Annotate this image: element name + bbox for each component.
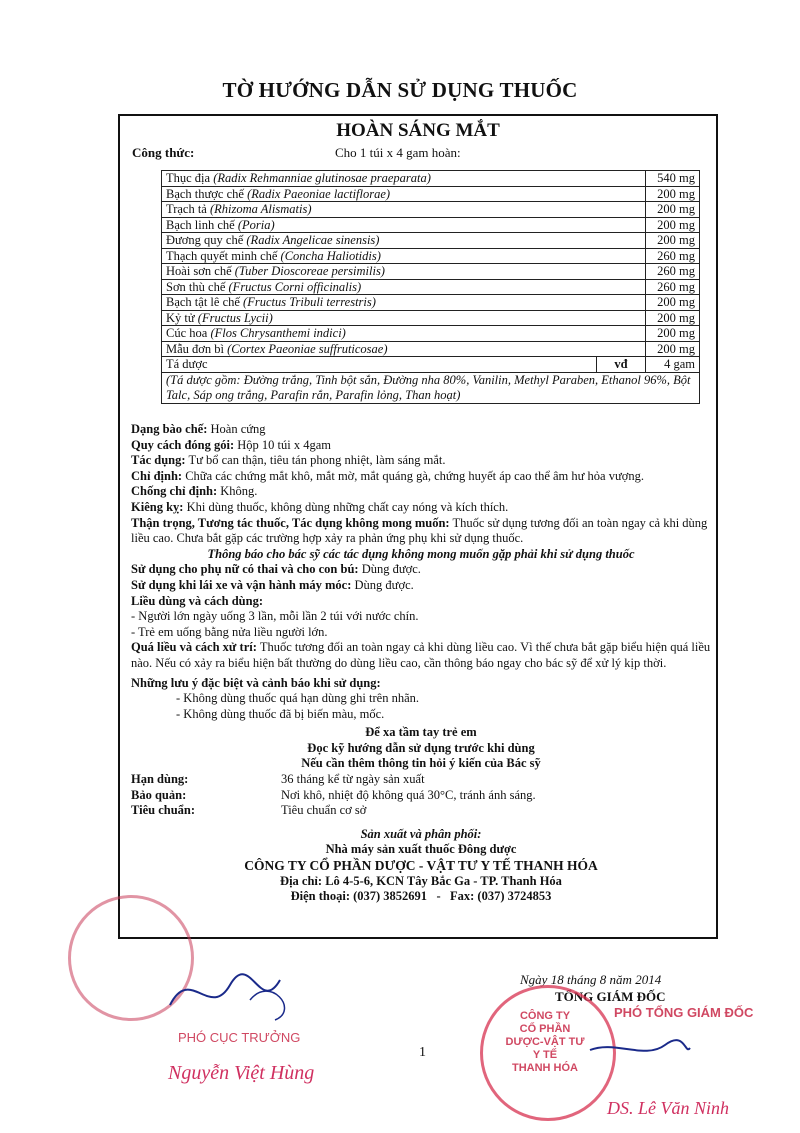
ingredient-amount: 260 mg xyxy=(646,264,700,280)
deputy-name: DS. Lê Văn Ninh xyxy=(607,1098,730,1118)
ingredient-vn: Bạch linh chế xyxy=(166,217,235,232)
standard: Tiêu chuẩn cơ sở xyxy=(281,803,367,818)
standard-label: Tiêu chuẩn: xyxy=(131,803,196,818)
ingredient-amount: 260 mg xyxy=(646,248,700,264)
ingredient-name xyxy=(162,248,646,264)
ingredient-name xyxy=(162,341,646,357)
abstain-label: Kiêng kỵ: xyxy=(131,499,184,514)
excipient-note-row xyxy=(162,372,700,403)
warnings-label: Những lưu ý đặc biệt và cảnh báo khi sử dụng: xyxy=(131,675,381,690)
ingredient-latin: (Cortex Paeoniae suffruticosae) xyxy=(227,341,388,356)
formula-note: Cho 1 túi x 4 gam hoàn: xyxy=(335,145,461,160)
fax-label: Fax: xyxy=(449,889,475,904)
director-signature-icon xyxy=(585,1030,695,1070)
expiry-label: Hạn dùng: xyxy=(131,772,189,787)
ingredient-latin: (Radix Angelicae sinensis) xyxy=(246,233,380,247)
excipient-vd: vđ xyxy=(597,357,646,373)
stamp-line-2: CỔ PHẦN xyxy=(519,1023,571,1035)
page-title: TỜ HƯỚNG DẪN SỬ DỤNG THUỐC xyxy=(222,78,578,102)
ingredient-name xyxy=(162,233,646,249)
phone: (037) 3852691 xyxy=(353,889,428,904)
consult-doctor: Nếu cần thêm thông tin hỏi ý kiến của Bác sỹ xyxy=(301,756,541,771)
ingredient-vn: Trạch tả xyxy=(166,202,207,216)
overdose: Thuốc tương đối an toàn ngay cả khi dùng liều cao. Vì thế chưa bắt gặp biểu hiện quá liều nào. Nếu có xảy ra biểu hiện bất thường do dùng liều cao, cần thông báo ngay cho bác sỹ để xử lý kịp thời. xyxy=(131,640,711,670)
fax: (037) 3724853 xyxy=(477,889,552,904)
ingredient-latin: (Poria) xyxy=(237,217,275,232)
keep-away: Để xa tầm tay trẻ em xyxy=(365,725,477,740)
ingredient-amount: 200 mg xyxy=(646,341,700,357)
page-number: 1 xyxy=(419,1045,426,1060)
caution: Thuốc sử dụng tương đối an toàn ngay cả khi dùng liều cao. Chưa bắt gặp các trường hợp xảy ra phản ứng phụ khi sử dụng thuốc. xyxy=(131,515,708,546)
driving: Dùng được. xyxy=(354,577,414,592)
ingredient-row xyxy=(162,295,700,311)
indication: Chữa các chứng mắt khô, mắt mờ, mắt quáng gà, chứng huyết áp cao thể âm hư hỏa vượng. xyxy=(185,468,644,483)
ingredient-row xyxy=(162,217,700,233)
company-name: CÔNG TY CỔ PHẦN DƯỢC - VẬT TƯ Y TẾ THANH HÓA xyxy=(244,858,598,874)
ingredient-row xyxy=(162,186,700,202)
driving-label: Sử dụng khi lái xe và vận hành máy móc: xyxy=(131,577,352,592)
ingredient-row xyxy=(162,233,700,249)
ingredient-amount: 200 mg xyxy=(646,326,700,342)
usage-child: - Trẻ em uống bằng nửa liều người lớn. xyxy=(131,624,328,639)
ingredient-amount: 540 mg xyxy=(646,171,700,187)
ingredient-vn: Thạch quyết minh chế xyxy=(166,248,278,263)
phone-label: Điện thoại: xyxy=(290,889,350,904)
read-carefully: Đọc kỹ hướng dẫn sử dụng trước khi dùng xyxy=(307,740,535,755)
contraindication-label: Chống chỉ định: xyxy=(131,484,218,499)
ingredient-vn: Mẫu đơn bì xyxy=(166,341,224,356)
caution-label: Thận trọng, Tương tác thuốc, Tác dụng không mong muốn: xyxy=(131,515,450,530)
overdose-label: Quá liều và cách xử trí: xyxy=(131,640,257,655)
ingredient-vn: Đương quy chế xyxy=(166,233,244,247)
ingredient-latin: (Flos Chrysanthemi indici) xyxy=(210,326,346,340)
ingredient-amount: 200 mg xyxy=(646,295,700,311)
excipient-name: Tá dược xyxy=(162,357,597,373)
ingredient-latin: (Concha Haliotidis) xyxy=(280,248,381,263)
contraindication: Không. xyxy=(220,484,258,499)
excipient-note: (Tá dược gồm: Đường trắng, Tinh bột sắn, Đường nha 80%, Vanilin, Methyl Paraben, Ethanol 96%, Bột Talc, Sáp ong trắng, Parafin rắn, Parafin lỏng, Than hoạt) xyxy=(162,372,700,403)
ingredient-vn: Thục địa xyxy=(166,171,211,185)
ingredient-vn: Bạch thược chế xyxy=(166,186,244,201)
excipient-row xyxy=(162,357,700,373)
ingredient-row xyxy=(162,341,700,357)
factory-name: Nhà máy sản xuất thuốc Đông dược xyxy=(325,842,517,857)
manufacturer-heading: Sản xuất và phân phối: xyxy=(360,826,482,841)
ingredient-amount: 260 mg xyxy=(646,279,700,295)
warning-expiry: - Không dùng thuốc quá hạn dùng ghi trên nhãn. xyxy=(176,691,420,706)
leaflet-body xyxy=(131,422,711,905)
approval-title: PHÓ CỤC TRƯỞNG xyxy=(178,1030,301,1045)
ingredient-latin: (Fructus Corni officinalis) xyxy=(228,279,362,294)
stamp-line-4: Y TẾ xyxy=(532,1049,558,1061)
ingredient-latin: (Fructus Tribuli terrestris) xyxy=(243,295,376,309)
ingredient-latin: (Fructus Lycii) xyxy=(197,310,273,325)
pregnancy: Dùng được. xyxy=(361,562,421,577)
indication-label: Chỉ định: xyxy=(131,468,183,483)
ingredient-name xyxy=(162,171,646,187)
packing-label: Quy cách đóng gói: xyxy=(131,437,235,452)
ingredient-row xyxy=(162,248,700,264)
ingredient-row xyxy=(162,264,700,280)
deputy-title: PHÓ TỔNG GIÁM ĐỐC xyxy=(614,1005,754,1020)
manufacturer-block xyxy=(131,827,711,905)
effect: Tư bổ can thận, tiêu tán phong nhiệt, làm sáng mắt. xyxy=(188,453,446,468)
ingredient-row xyxy=(162,326,700,342)
ingredient-row xyxy=(162,279,700,295)
ingredient-name xyxy=(162,186,646,202)
ingredient-amount: 200 mg xyxy=(646,217,700,233)
signature-date: Ngày 18 tháng 8 năm 2014 xyxy=(520,972,662,987)
address: Lô 4-5-6, KCN Tây Bắc Ga - TP. Thanh Hóa xyxy=(325,873,562,888)
ingredient-latin: (Tuber Dioscoreae persimilis) xyxy=(234,264,385,278)
storage-label: Bảo quản: xyxy=(131,787,187,802)
dosage-form-label: Dạng bào chế: xyxy=(131,422,208,436)
ingredient-name xyxy=(162,217,646,233)
expiry-row xyxy=(131,772,711,788)
ingredient-name xyxy=(162,202,646,218)
ingredient-amount: 200 mg xyxy=(646,202,700,218)
ingredient-latin: (Radix Paeoniae lactiflorae) xyxy=(247,186,391,201)
ingredient-name xyxy=(162,326,646,342)
ingredient-name xyxy=(162,264,646,280)
ingredient-name xyxy=(162,279,646,295)
phone-fax-separator: - xyxy=(436,889,441,904)
expiry: 36 tháng kể từ ngày sản xuất xyxy=(281,772,425,787)
ingredient-vn: Cúc hoa xyxy=(166,326,208,340)
dosage-form: Hoàn cứng xyxy=(210,422,266,436)
stamp-line-1: CÔNG TY xyxy=(519,1010,571,1022)
warning-discolor: - Không dùng thuốc đã bị biến màu, mốc. xyxy=(176,706,385,721)
packing: Hộp 10 túi x 4gam xyxy=(237,437,332,452)
ingredient-vn: Sơn thù chế xyxy=(166,279,226,294)
ingredient-name xyxy=(162,295,646,311)
approval-name: Nguyễn Việt Hùng xyxy=(168,1062,315,1084)
storage-row xyxy=(131,788,711,804)
ingredient-latin: (Rhizoma Alismatis) xyxy=(209,202,312,216)
abstain: Khi dùng thuốc, không dùng những chất cay nóng và kích thích. xyxy=(186,499,509,514)
approval-signature-icon xyxy=(150,960,310,1030)
effect-label: Tác dụng: xyxy=(131,453,186,468)
usage-adult: - Người lớn ngày uống 3 lần, mỗi lần 2 túi với nước chín. xyxy=(131,609,419,624)
stamp-line-5: THANH HÓA xyxy=(512,1062,578,1074)
standard-row xyxy=(131,803,711,819)
ingredient-row xyxy=(162,310,700,326)
ingredient-vn: Kỷ tử xyxy=(166,310,195,325)
ingredient-amount: 200 mg xyxy=(646,233,700,249)
ingredient-latin: (Radix Rehmanniae glutinosae praeparata) xyxy=(213,171,431,185)
address-label: Địa chỉ: xyxy=(280,873,323,888)
ingredient-row xyxy=(162,171,700,187)
ingredient-vn: Hoài sơn chế xyxy=(166,264,232,278)
ingredient-name xyxy=(162,310,646,326)
stamp-line-3: DƯỢC-VẬT TƯ xyxy=(505,1036,585,1048)
pregnancy-label: Sử dụng cho phụ nữ có thai và cho con bú: xyxy=(131,562,359,577)
formula-label: Công thức: xyxy=(132,145,195,160)
storage: Nơi khô, nhiệt độ không quá 30°C, tránh ánh sáng. xyxy=(281,787,536,802)
notify-doctor: Thông báo cho bác sỹ các tác dụng không mong muốn gặp phải khi sử dụng thuốc xyxy=(207,546,635,561)
signature-title: TỔNG GIÁM ĐỐC xyxy=(555,989,666,1004)
usage-label: Liều dùng và cách dùng: xyxy=(131,593,263,608)
ingredient-amount: 200 mg xyxy=(646,310,700,326)
excipient-amount: 4 gam xyxy=(646,357,700,373)
ingredient-amount: 200 mg xyxy=(646,186,700,202)
ingredients-table xyxy=(161,170,700,404)
product-name: HOÀN SÁNG MẮT xyxy=(336,120,500,141)
ingredient-row xyxy=(162,202,700,218)
ingredient-vn: Bạch tật lê chế xyxy=(166,295,240,309)
